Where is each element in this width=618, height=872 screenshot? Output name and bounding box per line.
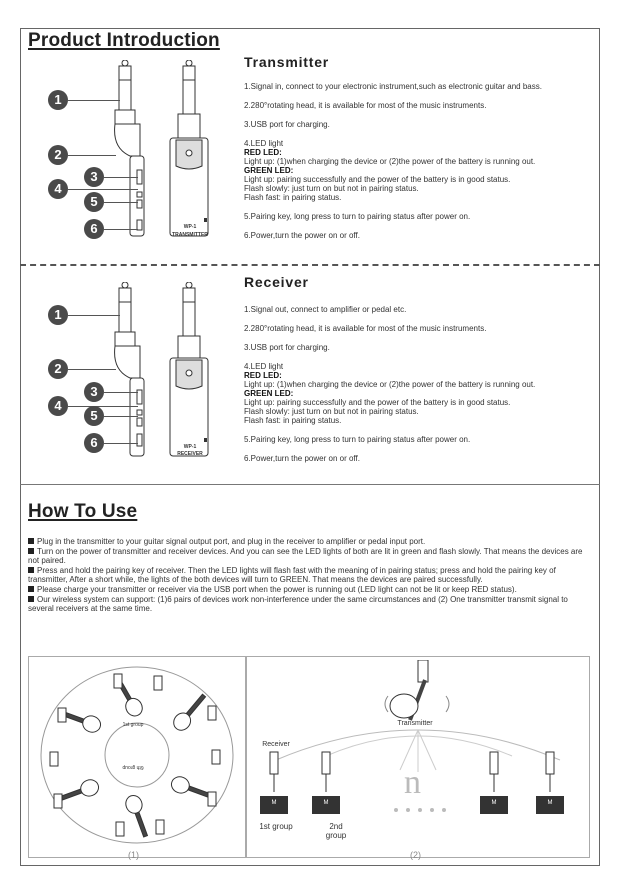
transmitter-red-led-text: Light up: (1)when charging the device or (2)the power of the battery is running out. [244,157,536,166]
transmitter-item-2: 2.280°rotating head, it is available for most of the music instruments. [244,101,487,110]
receiver-item-5: 5.Pairing key, long press to turn to pairing status after power on. [244,435,471,444]
transmitter-title: Transmitter [244,54,330,70]
amp-label: M [323,800,329,806]
transmitter-item-5: 5.Pairing key, long press to turn to pairing status after power on. [244,212,471,221]
receiver-green-led-label: GREEN LED: [244,389,294,398]
square-bullet-icon [28,586,34,592]
diagram-1-center-top: 1st group [122,722,144,728]
diagram-2-caption: (2) [410,850,421,860]
receiver-body-label: RECEIVER [177,451,203,457]
transmitter-callout-4: 4 [48,179,68,199]
how-to-use-step: Plug in the transmitter to your guitar signal output port, and plug in the receiver to amplifier or pedal input port. [28,537,594,547]
how-to-use-title: How To Use [28,501,138,522]
how-to-use-step: Our wireless system can support: (1)6 pairs of devices work non-interference under the same circumstances and (2) One transmitter transmit signal to several receivers at the same time. [28,594,568,614]
section-divider-dashed [20,264,600,266]
receiver-item-2: 2.280°rotating head, it is available for most of the music instruments. [244,324,487,333]
transmitter-item-3: 3.USB port for charging. [244,120,330,129]
receiver-illustration [100,282,230,462]
square-bullet-icon [28,596,34,602]
transmitter-red-led-label: RED LED: [244,148,282,157]
receiver-leader-3 [104,392,138,393]
transmitter-flash-fast: Flash fast: in pairing status. [244,193,342,202]
transmitter-leader-4 [68,189,138,190]
receiver-item-3: 3.USB port for charging. [244,343,330,352]
receiver-leader-6 [104,443,138,444]
transmitter-flash-slow: Flash slowly: just turn on but not in pairing status. [244,184,419,193]
receiver-leader-1 [68,315,120,316]
transmitter-item-4: 4.LED light [244,139,284,148]
transmitter-callout-5: 5 [84,192,104,212]
receiver-green-led-text: Light up: pairing successfully and the power of the battery is in good status. [244,398,511,407]
diagram-2-illustration [250,660,586,840]
diagram-2-receiver-label: Receiver [262,741,290,748]
transmitter-callout-1: 1 [48,90,68,110]
square-bullet-icon [28,567,34,573]
receiver-callout-1: 1 [48,305,68,325]
transmitter-leader-3 [104,177,138,178]
receiver-red-led-label: RED LED: [244,371,282,380]
receiver-leader-5 [104,416,138,417]
square-bullet-icon [28,538,34,544]
transmitter-green-led-text: Light up: pairing successfully and the power of the battery is in good status. [244,175,511,184]
amp-label: M [271,800,277,806]
amp-label: M [547,800,553,806]
receiver-item-4: 4.LED light [244,362,284,371]
transmitter-callout-3: 3 [84,167,104,187]
transmitter-leader-5 [104,202,138,203]
diagram-2-transmitter-label: Transmitter [397,720,433,727]
transmitter-item-1: 1.Signal in, connect to your electronic instrument,such as electronic guitar and bass. [244,82,542,91]
diagram-1-center-bottom: 6th group [122,764,144,770]
transmitter-side-illustration [100,60,230,250]
how-to-use-step: Press and hold the pairing key of receiver. Then the LED lights will flash fast with the meaning of in pairing status; press and hold the pairing key of transmitter, After a short while, the lights of the both devices will turn to GREEN. That means the devices are paired successfully. [28,565,556,585]
how-to-use-steps [28,537,594,614]
receiver-title: Receiver [244,274,309,290]
diagram-2-group-2: 2nd group [325,822,347,840]
diagram-2-group-1: 1st group [259,822,293,831]
diagram-1-illustration [36,662,238,848]
receiver-callout-2: 2 [48,359,68,379]
transmitter-callout-6: 6 [84,219,104,239]
receiver-flash-slow: Flash slowly: just turn on but not in pairing status. [244,407,419,416]
transmitter-description [244,82,592,250]
amp-label: M [491,800,497,806]
square-bullet-icon [28,548,34,554]
transmitter-item-6: 6.Power,turn the power on or off. [244,231,360,240]
diagram-1-caption: (1) [128,850,139,860]
receiver-red-led-text: Light up: (1)when charging the device or (2)the power of the battery is running out. [244,380,536,389]
transmitter-model-label: WP-1 [183,224,197,230]
receiver-callout-4: 4 [48,396,68,416]
receiver-model-label: WP-1 [183,444,197,450]
diagram-2-n-label: n [404,764,421,801]
receiver-callout-3: 3 [84,382,104,402]
transmitter-callout-2: 2 [48,145,68,165]
how-to-use-step: Turn on the power of transmitter and receiver devices. And you can see the LED lights of both are lit in green and flash slowly. That means the devices are not paired. [28,546,583,566]
how-to-use-step: Please charge your transmitter or receiver via the USB port when the power is running out (LED light can not be lit or keep RED status). [28,585,594,595]
receiver-item-6: 6.Power,turn the power on or off. [244,454,360,463]
receiver-callout-5: 5 [84,406,104,426]
transmitter-body-label: TRANSMITTER [172,232,208,238]
receiver-item-1: 1.Signal out, connect to amplifier or pedal etc. [244,305,407,314]
receiver-callout-6: 6 [84,433,104,453]
section-divider-solid [20,484,600,485]
product-introduction-title: Product Introduction [28,30,220,51]
transmitter-leader-1 [68,100,120,101]
receiver-description [244,305,592,473]
receiver-flash-fast: Flash fast: in pairing status. [244,416,342,425]
transmitter-green-led-label: GREEN LED: [244,166,294,175]
receiver-leader-4 [68,406,138,407]
transmitter-leader-6 [104,229,138,230]
transmitter-leader-2 [68,155,116,156]
receiver-leader-2 [68,369,116,370]
